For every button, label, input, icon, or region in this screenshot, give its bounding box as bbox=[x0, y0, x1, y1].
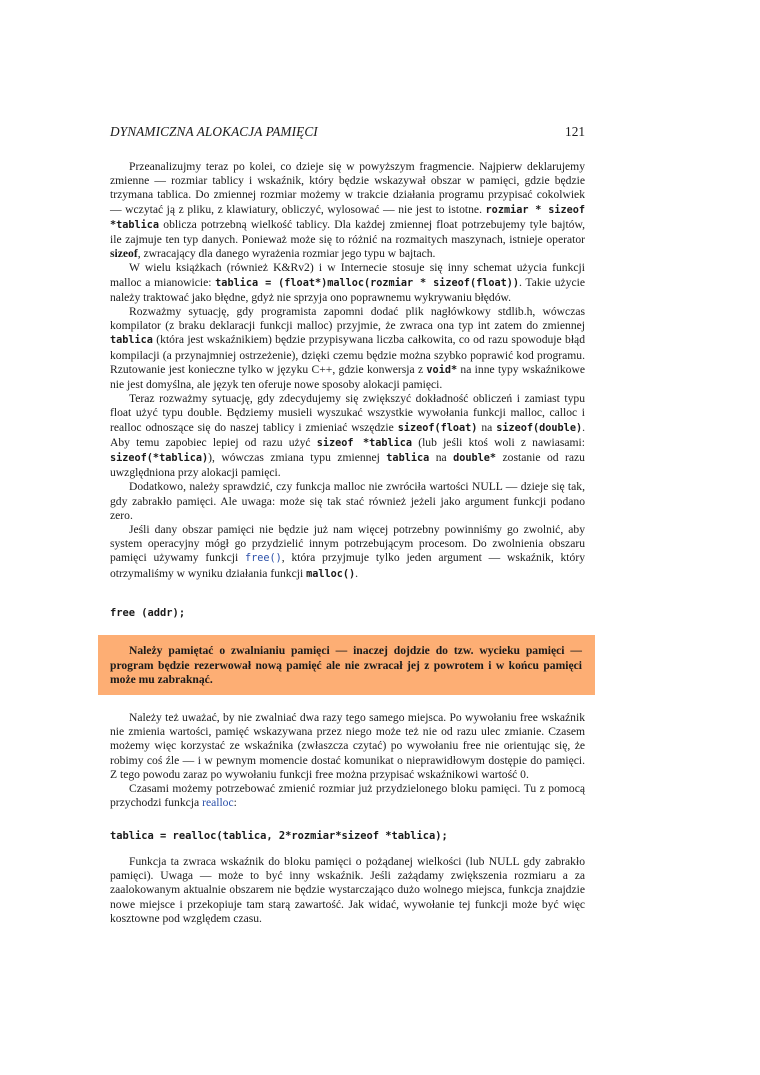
bold-term: sizeof bbox=[110, 247, 138, 261]
warning-text: Należy pamiętać o zwalnianiu pamięci — inaczej dojdzie do tzw. wycieku pamięci — program będzie rezerwował nową pamięć ale nie zwracał jej z powrotem i w końcu pamięci może mu zabraknąć. bbox=[110, 644, 582, 687]
text: . Aby temu zapobiec lepiej od razu użyć bbox=[110, 420, 585, 449]
inline-code: tablica = (float*)malloc(rozmiar * sizeof(float)) bbox=[215, 277, 520, 289]
text: na bbox=[429, 451, 454, 465]
inline-code: tablica bbox=[110, 335, 153, 347]
text: zostanie od razu uwzględniona przy alokacji pamięci. bbox=[110, 451, 585, 480]
page-number: 121 bbox=[565, 124, 585, 139]
warning-box bbox=[98, 635, 595, 695]
code-line: free (addr); bbox=[110, 607, 186, 619]
text: Rozważmy sytuację, gdy programista zapomni dodać plik nagłówkowy stdlib.h, wówczas kompilator (z braku deklaracji funkcji malloc) przyjmie, że zwraca ona typ int zatem do zmiennej bbox=[110, 305, 585, 333]
inline-code: sizeof(float) bbox=[397, 422, 478, 434]
text: . Takie użycie należy traktować jako błędne, gdyż nie sprzyja ono poprawnemu wykrywaniu błędów. bbox=[110, 275, 585, 304]
text: Czasami możemy potrzebować zmienić rozmiar już przydzielonego bloku pamięci. Tu z pomocą przychodzi funkcja bbox=[110, 782, 585, 810]
inline-code: void* bbox=[426, 364, 458, 376]
code-block-free bbox=[110, 606, 585, 620]
text: Należy też uważać, by nie zwalniać dwa razy tego samego miejsca. Po wywołaniu free wskaźnik nie zmienia wartości, pamięć wskazywana przez niego może też nie od razu ulec zmianie. Czasem możemy więc korzystać ze wskaźnika (zwłaszcza czytać) po wywołaniu free nie orientując się, że robimy coś źle — i w pewnym momencie dostać komunikat o nieprawidłowym dostępie do pamięci. Z tego powodu zaraz po wywołaniu funkcji free można przypisać wskaźnikowi wartość 0. bbox=[110, 711, 585, 781]
inline-code: sizeof(double) bbox=[496, 422, 583, 434]
text: , która przyjmuje tylko jeden argument — wskaźnik, który otrzymaliśmy w wyniku działania funkcji bbox=[110, 551, 585, 580]
text: (która jest wskaźnikiem) będzie przypisywana liczba całkowita, co od razu spowoduje błąd kompilacji (a przynajmniej ostrzeżenie), dzięki czemu będzie można szybko poprawić kod programu. Rzutowanie jest konieczne tylko w języku C++, gdzie konwersja z bbox=[110, 333, 585, 376]
code-block-realloc bbox=[110, 829, 585, 843]
text: ), wówczas zmiana typu zmiennej bbox=[208, 451, 387, 465]
paragraph-analysis bbox=[110, 160, 585, 582]
text: Przeanalizujmy teraz po kolei, co dzieje się w powyższym fragmencie. Najpierw deklarujemy zmienne — rozmiar tablicy i wskaźnik, który będzie wskazywał obszar w pamięci, gdzie będzie trzymana tablica. Do zmiennej rozmiar możemy w trakcie działania programu przypisać cokolwiek — wczytać ją z pliku, z klawiatury, obliczyć, wylosować — nie jest to istotne. bbox=[110, 160, 585, 216]
text: Dodatkowo, należy sprawdzić, czy funkcja malloc nie zwróciła wartości NULL — dzieje się tak, gdy zabrakło pamięci. Ale uwaga: może się tak stać również jeżeli jako argument funkcji podano zero. bbox=[110, 480, 585, 522]
text: Funkcja ta zwraca wskaźnik do bloku pamięci o pożądanej wielkości (lub NULL gdy zabrakło pamięci). Uwaga — może to być inny wskaźnik. Jeśli zażądamy zwiększenia rozmiaru a za zaalokowanym aktualnie obszarem nie będzie wystarczająco dużo wolnego miejsca, funkcja znajdzie nowe miejsce i przekopiuje tam starą zawartość. Jak widać, wywołanie tej funkcji może być więc kosztowne pod względem czasu. bbox=[110, 855, 585, 925]
text: , zwracający dla danego wyrażenia rozmiar jego typu w bajtach. bbox=[137, 247, 436, 261]
text: na inne typy wskaźnikowe nie jest domyślna, ale język ten oferuje nowe sposoby alokacji pamięci. bbox=[110, 362, 586, 392]
paragraph-double-free bbox=[110, 711, 585, 810]
inline-code: rozmiar * sizeof *tablica bbox=[110, 204, 586, 231]
text: Teraz rozważmy sytuację, gdy zdecydujemy się zwiększyć dokładność obliczeń i zamiast typu float użyć typu double. Będziemy musieli wyszukać wszystkie wywołania funkcji malloc, calloc i realloc odnoszące się do naszej tablicy i zmieniać wszędzie bbox=[110, 392, 585, 434]
inline-code: sizeof(*tablica) bbox=[110, 453, 209, 465]
free-function-link[interactable]: free() bbox=[244, 553, 282, 565]
realloc-link[interactable]: realloc bbox=[202, 796, 234, 810]
text: oblicza potrzebną wielkość tablicy. Dla każdej zmiennej float potrzebujemy tyle bajtów, ile zajmuje ten typ danych. Ponieważ może się to różnić na rozmaitych maszynach, istnieje operator bbox=[110, 217, 585, 247]
text: . bbox=[355, 566, 359, 580]
text: W wielu książkach (również K&Rv2) i w Internecie stosuje się inny schemat użycia funkcji malloc a mianowicie: bbox=[110, 261, 585, 289]
chapter-title: DYNAMICZNA ALOKACJA PAMIĘCI bbox=[110, 124, 318, 139]
paragraph-realloc bbox=[110, 855, 585, 926]
inline-code: malloc() bbox=[306, 568, 356, 580]
text: na bbox=[477, 420, 497, 434]
code-line: tablica = realloc(tablica, 2*rozmiar*sizeof *tablica); bbox=[110, 830, 448, 842]
text: : bbox=[233, 796, 237, 810]
inline-code: double* bbox=[453, 453, 497, 465]
inline-code: tablica bbox=[386, 453, 430, 465]
text: Jeśli dany obszar pamięci nie będzie już nam więcej potrzebny powinniśmy go zwolnić, aby system operacyjny mógł go przydzielić innym potrzebującym procesom. Do zwolnienia obszaru pamięci używamy funkcji bbox=[110, 523, 585, 565]
running-header bbox=[110, 124, 585, 140]
inline-code: sizeof *tablica bbox=[316, 437, 413, 449]
text: (lub jeśli ktoś woli z nawiasami: bbox=[412, 435, 585, 449]
